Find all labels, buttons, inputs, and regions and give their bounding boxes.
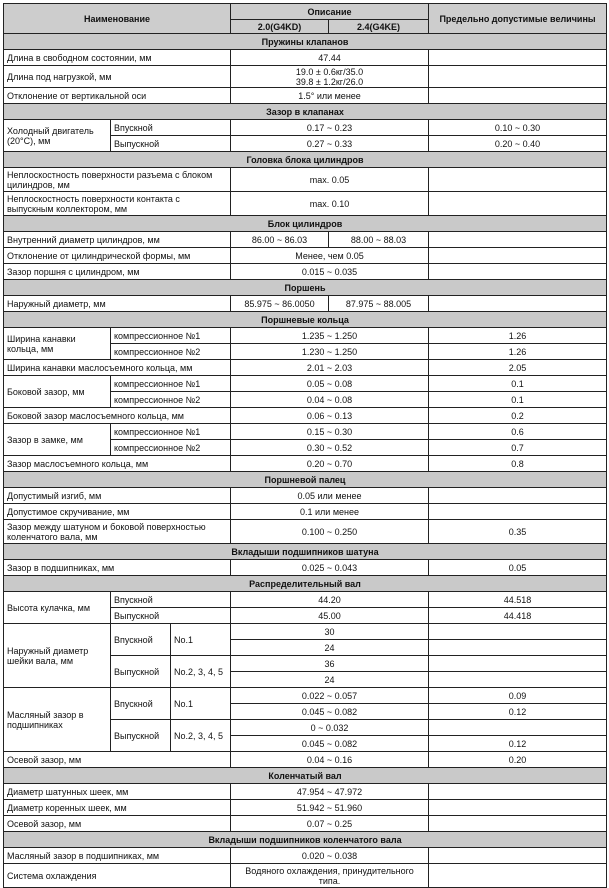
section-camshaft: Распределительный вал (4, 576, 607, 592)
sub-label: Впускной (111, 592, 231, 608)
row-label: Зазор между шатуном и боковой поверхностью коленчатого вала, мм (4, 520, 231, 544)
row-limit (429, 504, 607, 520)
row-label: Допустимое скручивание, мм (4, 504, 231, 520)
row-value: 1.235 ~ 1.250 (231, 328, 429, 344)
sub-label: компрессионное №2 (111, 344, 231, 360)
row-limit (429, 88, 607, 104)
section-springs: Пружины клапанов (4, 34, 607, 50)
row-limit (429, 672, 607, 688)
row-label: Наружный диаметр, мм (4, 296, 231, 312)
header-engine-1: 2.0(G4KD) (231, 20, 329, 34)
section-pin: Поршневой палец (4, 472, 607, 488)
row-value: 0.045 ~ 0.082 (231, 704, 429, 720)
row-limit (429, 50, 607, 66)
row-label: Ширина канавки кольца, мм (4, 328, 111, 360)
row-value-engine-1: 86.00 ~ 86.03 (231, 232, 329, 248)
row-label: Неплоскостность поверхности разъема с блоком цилиндров, мм (4, 168, 231, 192)
header-description: Описание (231, 4, 429, 20)
section-rings: Поршневые кольца (4, 312, 607, 328)
row-value: Водяного охлаждения, принудительного типа. (231, 864, 429, 888)
row-value-engine-2: 88.00 ~ 88.03 (329, 232, 429, 248)
value-line-1: 19.0 ± 0.6кг/35.0 (295, 66, 364, 77)
row-limit: 0.09 (429, 688, 607, 704)
row-value: Менее, чем 0.05 (231, 248, 429, 264)
row-label: Осевой зазор, мм (4, 752, 231, 768)
sub-label: Впускной (111, 688, 171, 720)
row-limit: 0.05 (429, 560, 607, 576)
row-label: Наружный диаметр шейки вала, мм (4, 624, 111, 688)
row-limit (429, 192, 607, 216)
row-value: 0.020 ~ 0.038 (231, 848, 429, 864)
row-limit (429, 248, 607, 264)
row-limit: 0.10 ~ 0.30 (429, 120, 607, 136)
row-label: Неплоскостность поверхности контакта с выпускным коллектором, мм (4, 192, 231, 216)
sub-label: No.2, 3, 4, 5 (171, 720, 231, 752)
row-limit (429, 656, 607, 672)
row-limit: 44.418 (429, 608, 607, 624)
row-label: Зазор в подшипниках, мм (4, 560, 231, 576)
section-block: Блок цилиндров (4, 216, 607, 232)
row-label: Диаметр шатунных шеек, мм (4, 784, 231, 800)
row-value: 0.045 ~ 0.082 (231, 736, 429, 752)
row-value: 47.954 ~ 47.972 (231, 784, 429, 800)
row-limit (429, 264, 607, 280)
row-value: 0.1 или менее (231, 504, 429, 520)
row-limit (429, 640, 607, 656)
row-limit: 2.05 (429, 360, 607, 376)
row-value: 0.20 ~ 0.70 (231, 456, 429, 472)
header-engine-2: 2.4(G4KE) (329, 20, 429, 34)
section-rod-bearings: Вкладыши подшипников шатуна (4, 544, 607, 560)
row-limit: 0.7 (429, 440, 607, 456)
row-label: Система охлаждения (4, 864, 231, 888)
row-label: Осевой зазор, мм (4, 816, 231, 832)
row-label: Масляный зазор в подшипниках (4, 688, 111, 752)
row-value: 0.04 ~ 0.08 (231, 392, 429, 408)
section-head: Головка блока цилиндров (4, 152, 607, 168)
row-limit (429, 864, 607, 888)
row-value: 30 (231, 624, 429, 640)
value-line-2: 39.8 ± 1.2кг/26.0 (295, 76, 364, 87)
row-value: 0.15 ~ 0.30 (231, 424, 429, 440)
row-value: max. 0.05 (231, 168, 429, 192)
row-value: 36 (231, 656, 429, 672)
sub-label: Впускной (111, 120, 231, 136)
row-value: 24 (231, 672, 429, 688)
row-value: 0 ~ 0.032 (231, 720, 429, 736)
row-value: 0.27 ~ 0.33 (231, 136, 429, 152)
sub-label: Выпускной (111, 720, 171, 752)
row-limit (429, 488, 607, 504)
row-limit: 0.35 (429, 520, 607, 544)
row-limit (429, 66, 607, 88)
header-name: Наименование (4, 4, 231, 34)
row-value: 0.04 ~ 0.16 (231, 752, 429, 768)
row-limit: 0.12 (429, 704, 607, 720)
sub-label: компрессионное №2 (111, 440, 231, 456)
row-limit: 1.26 (429, 344, 607, 360)
row-value: 0.07 ~ 0.25 (231, 816, 429, 832)
sub-label: No.2, 3, 4, 5 (171, 656, 231, 688)
row-limit: 0.8 (429, 456, 607, 472)
row-value: 0.05 или менее (231, 488, 429, 504)
row-limit (429, 232, 607, 248)
row-limit: 0.1 (429, 376, 607, 392)
row-value: max. 0.10 (231, 192, 429, 216)
row-label: Зазор в замке, мм (4, 424, 111, 456)
row-value: 51.942 ~ 51.960 (231, 800, 429, 816)
row-label: Длина в свободном состоянии, мм (4, 50, 231, 66)
sub-label: Выпускной (111, 136, 231, 152)
row-value: 0.025 ~ 0.043 (231, 560, 429, 576)
row-limit: 0.12 (429, 736, 607, 752)
row-limit: 0.2 (429, 408, 607, 424)
row-label: Масляный зазор в подшипниках, мм (4, 848, 231, 864)
header-limit: Предельно допустимые величины (429, 4, 607, 34)
row-value: 0.17 ~ 0.23 (231, 120, 429, 136)
row-value: 2.01 ~ 2.03 (231, 360, 429, 376)
row-limit (429, 800, 607, 816)
row-value: 0.06 ~ 0.13 (231, 408, 429, 424)
row-limit (429, 784, 607, 800)
row-limit (429, 296, 607, 312)
row-label: Зазор маслосъемного кольца, мм (4, 456, 231, 472)
row-value: 47.44 (231, 50, 429, 66)
row-limit (429, 624, 607, 640)
row-label: Ширина канавки маслосъемного кольца, мм (4, 360, 231, 376)
row-limit: 0.20 ~ 0.40 (429, 136, 607, 152)
row-label: Длина под нагрузкой, мм (4, 66, 231, 88)
sub-label: No.1 (171, 624, 231, 656)
section-crank-bearings: Вкладыши подшипников коленчатого вала (4, 832, 607, 848)
row-value: 44.20 (231, 592, 429, 608)
sub-label: компрессионное №1 (111, 424, 231, 440)
row-value: 0.05 ~ 0.08 (231, 376, 429, 392)
row-limit (429, 720, 607, 736)
row-label: Боковой зазор, мм (4, 376, 111, 408)
row-limit (429, 816, 607, 832)
sub-label: Выпускной (111, 656, 171, 688)
row-value: 0.30 ~ 0.52 (231, 440, 429, 456)
row-label: Боковой зазор маслосъемного кольца, мм (4, 408, 231, 424)
row-limit: 0.20 (429, 752, 607, 768)
row-limit: 0.1 (429, 392, 607, 408)
row-limit (429, 168, 607, 192)
sub-label: No.1 (171, 688, 231, 720)
row-value-engine-1: 85.975 ~ 86.0050 (231, 296, 329, 312)
row-value: 1.230 ~ 1.250 (231, 344, 429, 360)
section-piston: Поршень (4, 280, 607, 296)
row-value (231, 66, 429, 88)
row-value: 0.015 ~ 0.035 (231, 264, 429, 280)
row-label: Внутренний диаметр цилиндров, мм (4, 232, 231, 248)
row-limit (429, 848, 607, 864)
row-label: Высота кулачка, мм (4, 592, 111, 624)
row-limit: 44.518 (429, 592, 607, 608)
row-limit: 0.6 (429, 424, 607, 440)
sub-label: компрессионное №1 (111, 328, 231, 344)
row-value: 45.00 (231, 608, 429, 624)
row-value: 0.100 ~ 0.250 (231, 520, 429, 544)
section-clearance: Зазор в клапанах (4, 104, 607, 120)
row-value-engine-2: 87.975 ~ 88.005 (329, 296, 429, 312)
row-value: 0.022 ~ 0.057 (231, 688, 429, 704)
sub-label: Впускной (111, 624, 171, 656)
row-label: Зазор поршня с цилиндром, мм (4, 264, 231, 280)
sub-label: Выпускной (111, 608, 231, 624)
sub-label: компрессионное №1 (111, 376, 231, 392)
row-label: Отклонение от цилиндрической формы, мм (4, 248, 231, 264)
row-label: Отклонение от вертикальной оси (4, 88, 231, 104)
row-value: 1.5° или менее (231, 88, 429, 104)
section-crankshaft: Коленчатый вал (4, 768, 607, 784)
row-label: Допустимый изгиб, мм (4, 488, 231, 504)
row-label: Диаметр коренных шеек, мм (4, 800, 231, 816)
sub-label: компрессионное №2 (111, 392, 231, 408)
row-value: 24 (231, 640, 429, 656)
specifications-table (3, 3, 607, 888)
row-limit: 1.26 (429, 328, 607, 344)
row-label: Холодный двигатель (20°C), мм (4, 120, 111, 152)
